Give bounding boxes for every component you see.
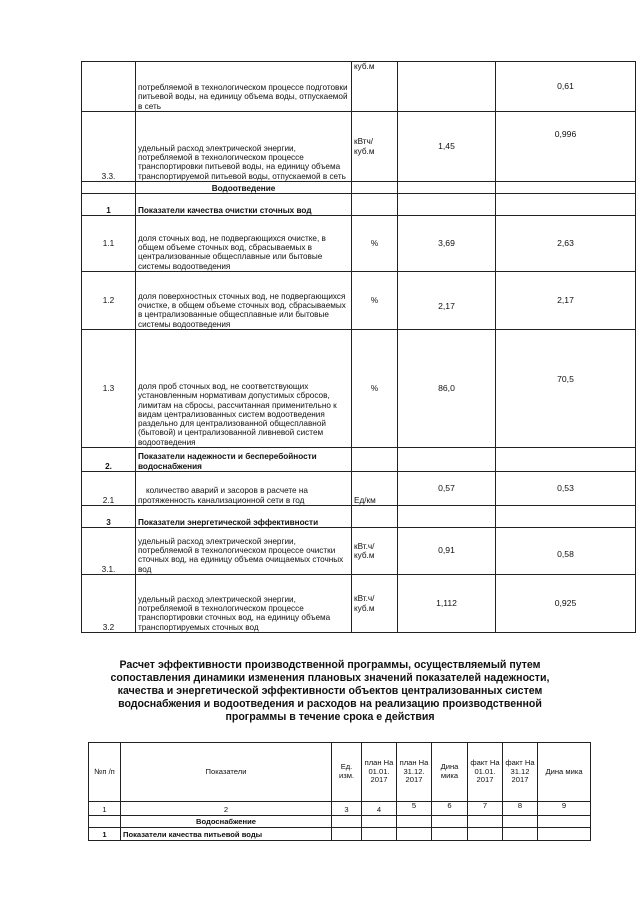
section-row <box>89 816 591 828</box>
table-row <box>82 472 636 506</box>
row-unit: куб.м <box>352 62 398 112</box>
column-number: 7 <box>468 802 503 816</box>
heading-line: сопоставления динамики изменения плановых значений показателей надежности, <box>110 672 550 684</box>
row-unit: % <box>352 272 398 330</box>
indicators-table <box>81 61 636 633</box>
header-indicator: Показатели <box>121 743 332 802</box>
table-row <box>82 506 636 528</box>
row-unit: кВт.ч/ куб.м <box>352 575 398 633</box>
column-number: 2 <box>121 802 332 816</box>
row-plan-value: 0,91 <box>398 528 496 575</box>
row-text: доля сточных вод, не подвергающихся очистке, в общем объеме сточных вод, сбрасываемых в централизованные общесплавные или бытовые системы водоотведения <box>136 216 352 272</box>
table-row <box>82 216 636 272</box>
header-dynamics: Дина мика <box>432 743 468 802</box>
section-title: Водоснабжение <box>121 816 332 828</box>
row-unit: кВт.ч/ куб.м <box>352 528 398 575</box>
row-number: 1.1 <box>82 216 136 272</box>
column-number: 9 <box>538 802 591 816</box>
column-number: 8 <box>503 802 538 816</box>
row-text: удельный расход электрической энергии, потребляемой в технологическом процессе транспортировки сточных вод, на единицу объема транспортируемых сточных вод <box>136 575 352 633</box>
row-number: 2.1 <box>82 472 136 506</box>
row-fact-value: 0,53 <box>496 472 636 506</box>
row-number: 1.3 <box>82 330 136 448</box>
column-number-row <box>89 802 591 816</box>
section-title: Водоотведение <box>136 182 352 194</box>
row-text: Показатели качества питьевой воды <box>121 828 332 841</box>
row-text: доля проб сточных вод, не соответствующих установленным нормативам допустимых сбросов, лимитам на сбросы, рассчитанная применительно к видам централизованных систем водоотведения раздельно для централизованной общесплавной (бытовой) и централизованной ливневой систем водоотведения <box>136 330 352 448</box>
row-text: удельный расход электрической энергии, потребляемой в технологическом процессе транспортировки питьевой воды, на единицу объема транспортируемой питьевой воды, отпускаемой в сеть <box>136 112 352 182</box>
row-fact-value: 2,63 <box>496 216 636 272</box>
table-row <box>82 330 636 448</box>
row-plan-value: 3,69 <box>398 216 496 272</box>
heading-line: водоснабжения и водоотведения и расходов на реализацию производственной <box>118 698 542 710</box>
row-plan-value: 1,112 <box>398 575 496 633</box>
table-row <box>82 62 636 112</box>
row-fact-value: 0,58 <box>496 528 636 575</box>
header-num: №п /п <box>89 743 121 802</box>
row-plan-value: 2,17 <box>398 272 496 330</box>
header-plan-start: план На 01.01. 2017 <box>362 743 397 802</box>
row-fact-value: 70,5 <box>496 330 636 448</box>
row-plan-value: 0,57 <box>398 472 496 506</box>
table-row <box>82 575 636 633</box>
row-number: 1 <box>89 828 121 841</box>
row-text: потребляемой в технологическом процессе подготовки питьевой воды, на единицу объема воды, отпускаемой в сеть <box>136 62 352 112</box>
section-row <box>82 182 636 194</box>
header-fact-end: факт На 31.12 2017 <box>503 743 538 802</box>
row-text: удельный расход электрической энергии, потребляемой в технологическом процессе очистки сточных вод, на единицу объема очищаемых сточных вод <box>136 528 352 575</box>
row-unit: Ед/км <box>352 472 398 506</box>
row-unit: % <box>352 330 398 448</box>
header-fact-start: факт На 01.01. 2017 <box>468 743 503 802</box>
column-number: 6 <box>432 802 468 816</box>
row-number: 3.2 <box>82 575 136 633</box>
row-fact-value: 0,925 <box>496 575 636 633</box>
row-text: Показатели надежности и бесперебойности водоснабжения <box>136 448 352 472</box>
header-plan-end: план На 31.12. 2017 <box>397 743 432 802</box>
row-text: Показатели качества очистки сточных вод <box>136 194 352 216</box>
row-fact-value: 0,61 <box>496 62 636 112</box>
row-text: количество аварий и засоров в расчете на протяженность канализационной сети в год <box>136 472 352 506</box>
column-number: 5 <box>397 802 432 816</box>
header-dynamics: Дина мика <box>538 743 591 802</box>
row-number: 1 <box>82 194 136 216</box>
row-number: 2. <box>82 448 136 472</box>
column-number: 1 <box>89 802 121 816</box>
row-number: 3 <box>82 506 136 528</box>
column-number: 3 <box>332 802 362 816</box>
efficiency-table <box>88 742 591 841</box>
table-row <box>82 194 636 216</box>
row-plan-value <box>398 62 496 112</box>
header-row <box>89 743 591 802</box>
column-number: 4 <box>362 802 397 816</box>
row-text: доля поверхностных сточных вод, не подвергающихся очистке, в общем объеме сточных вод, сбрасываемых в централизованные общесплавные или бытовые системы водоотведения <box>136 272 352 330</box>
table-row <box>82 448 636 472</box>
heading-line: программы в течение срока е действия <box>225 711 435 723</box>
row-plan-value: 1,45 <box>398 112 496 182</box>
row-text: Показатели энергетической эффективности <box>136 506 352 528</box>
row-number: 3.3. <box>82 112 136 182</box>
table-row <box>89 828 591 841</box>
row-unit: % <box>352 216 398 272</box>
header-unit: Ед. изм. <box>332 743 362 802</box>
heading-line: Расчет эффективности производственной программы, осуществляемый путем <box>119 659 541 671</box>
row-number: 1.2 <box>82 272 136 330</box>
table-row <box>82 112 636 182</box>
row-number: 3.1. <box>82 528 136 575</box>
row-fact-value: 0,996 <box>496 112 636 182</box>
section-heading <box>60 659 600 724</box>
row-number <box>82 62 136 112</box>
row-fact-value: 2,17 <box>496 272 636 330</box>
table-row <box>82 272 636 330</box>
row-unit: кВтч/ куб.м <box>352 112 398 182</box>
table-row <box>82 528 636 575</box>
row-plan-value: 86,0 <box>398 330 496 448</box>
heading-line: качества и энергетической эффективности объектов централизованных систем <box>117 685 543 697</box>
